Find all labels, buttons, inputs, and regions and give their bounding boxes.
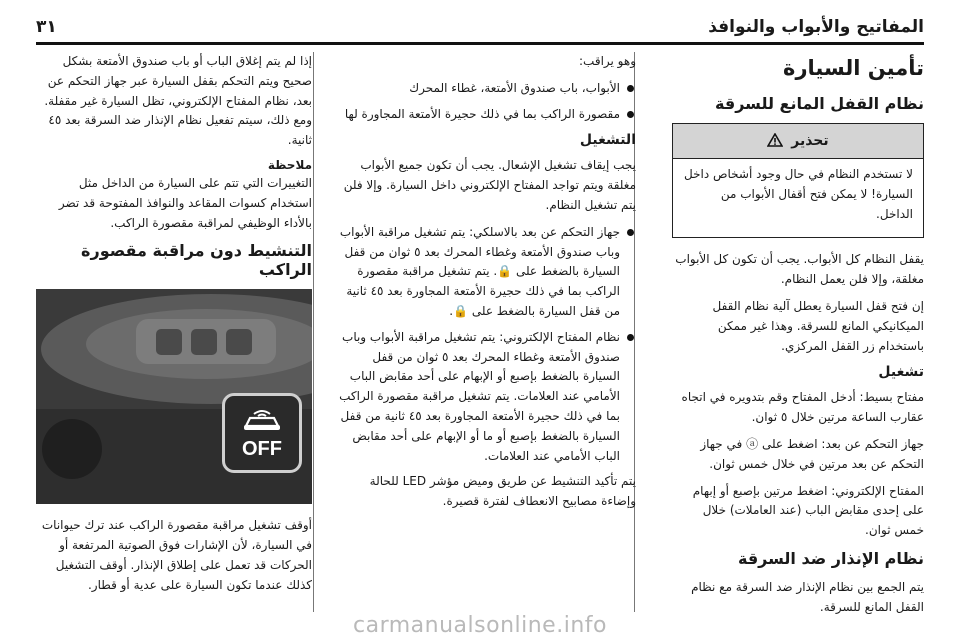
heading-activation: التشغيل: [579, 132, 636, 149]
paragraph: يتم الجمع بين نظام الإنذار ضد السرقة مع نظام القفل المانع للسرقة.: [691, 579, 924, 614]
watermark: carmanualsonline.info: [353, 613, 607, 638]
note-text: التغييرات التي تتم على السيارة من الداخل مثل استخدام كسوات المقاعد والنوافذ المفتوحة قد تضر بالأداء الوظيفي لمراقبة مقصورة الراكب.: [58, 175, 312, 230]
column-divider: [313, 52, 314, 612]
paragraph: يجب إيقاف تشغيل الإشعال. يجب أن تكون جميع الأبواب مغلقة ويتم تواجد المفتاح الإلكتروني داخل السيارة. وإلا فلن يتم تشغيل النظام.: [343, 158, 636, 212]
page-header: [36, 12, 924, 45]
column-middle: [336, 52, 636, 519]
section-title: تأمين السيارة: [783, 56, 924, 80]
list-item: جهاز التحكم عن بعد بالاسلكي: يتم تشغيل مراقبة الأبواب وباب صندوق الأمتعة وغطاء المحرك بعد ٥ ثوان من قفل السيارة بالضغط على 🔒. يتم تشغيل مراقبة مقصورة الراكب بما في ذلك حجيرة الأمتعة المجاورة بعد ٤٥ ثانية من قفل السيارة بالضغط على 🔒.: [336, 223, 636, 322]
interior-monitoring-off-button[interactable]: [222, 393, 302, 473]
warning-label: تحذير: [791, 133, 829, 149]
subsection-title: نظام القفل المانع للسرقة: [715, 94, 924, 113]
paragraph: إذا لم يتم إغلاق الباب أو باب صندوق الأمتعة بشكل صحيح ويتم التحكم بقفل السيارة عبر جهاز التحكم عن بعد، نظام المفتاح الإلكتروني، تظل السيارة غير مقفلة. ومع ذلك، سيتم تفعيل نظام الإنذار ضد السرقة بعد ٤٥ ثانية.: [44, 54, 312, 148]
warning-text: لا تستخدم النظام في حال وجود أشخاص داخل السيارة! لا يمكن فتح أقفال الأبواب من الداخل.: [684, 167, 913, 221]
warning-box: [672, 123, 924, 238]
paragraph: المفتاح الإلكتروني: اضغط مرتين بإصبع أو إبهام على إحدى مقابض الباب (عند العاملات) خلال خمس ثوان.: [692, 483, 924, 538]
roof-console-photo: [36, 289, 312, 504]
heading-alarm: نظام الإنذار ضد السرقة: [738, 548, 924, 568]
paragraph: مفتاح بسيط: أدخل المفتاح وقم بتدويره في اتجاه عقارب الساعة مرتين خلال ٥ ثوان.: [681, 390, 924, 425]
off-label: OFF: [242, 438, 282, 461]
bullet-list: [336, 223, 636, 467]
heading-activation: تشغيل: [878, 364, 924, 381]
paragraph: إن فتح قفل السيارة يعطل آلية نظام القفل الميكانيكي المانع للسرقة. وهذا غير ممكن باستخدام زر القفل المركزي.: [712, 298, 924, 353]
paragraph: يتم تأكيد التنشيط عن طريق وميض مؤشر LED للحالة وإضاءة مصابيح الانعطاف لفترة قصيرة.: [369, 474, 636, 509]
note-heading: ملاحظة: [267, 157, 312, 172]
bullet-list: [336, 79, 636, 125]
paragraph: جهاز التحكم عن بعد: اضغط على ⓐ في جهاز التحكم عن بعد مرتين في خلال خمس ثوان.: [700, 436, 924, 471]
warning-body: [673, 159, 923, 237]
paragraph: أوقف تشغيل مراقبة مقصورة الراكب عند ترك حيوانات في السيارة، لأن الإشارات فوق الصوتية المرتفعة أو الحركات قد تعمل على إطلاق الإنذار. أوقف التشغيل كذلك عندما تكون السيارة على عدية أو قطار.: [41, 518, 312, 592]
column-right: [672, 52, 924, 625]
car-sensor-icon: [240, 406, 284, 434]
warning-header: [673, 124, 923, 159]
subheading: التنشيط دون مراقبة مقصورة الراكب: [81, 241, 312, 280]
list-item: الأبواب، باب صندوق الأمتعة، غطاء المحرك: [336, 79, 636, 99]
warning-triangle-icon: [767, 133, 783, 147]
header-title: المفاتيح والأبواب والنوافذ: [708, 17, 924, 37]
column-left: [36, 52, 312, 603]
page-number: ٣١: [36, 17, 57, 37]
list-item: مقصورة الراكب بما في ذلك حجيرة الأمتعة المجاورة لها: [336, 105, 636, 125]
paragraph: يقفل النظام كل الأبواب. يجب أن تكون كل الأبواب مغلقة، وإلا فلن يعمل النظام.: [675, 252, 924, 287]
intro-text: وهو يراقب:: [579, 54, 636, 68]
list-item: نظام المفتاح الإلكتروني: يتم تشغيل مراقبة الأبواب وباب صندوق الأمتعة وغطاء المحرك بعد ٥ ثوان من قفل السيارة بالضغط بإصبع أو الإبهام على أحد مقابض الباب الأمامي عند العلامات. يتم تشغيل مراقبة مقصورة الراكب بما في ذلك حجيرة الأمتعة المجاورة بعد ٤٥ ثانية من قفل السيارة بالضغط بإصبع أو ما أو الإبهام على أحد مقابض الباب الأمامي عند العلامات.: [336, 328, 636, 467]
